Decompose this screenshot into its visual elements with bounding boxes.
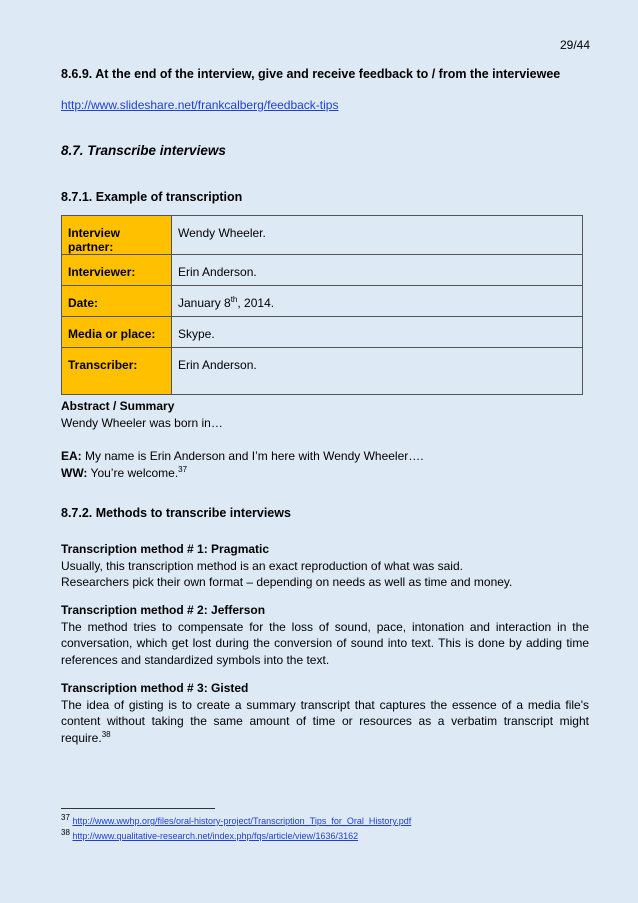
section-8-7-2-heading: 8.7.2. Methods to transcribe interviews (61, 506, 291, 520)
table-row (62, 317, 583, 348)
footnote-37: $^{37}$ http://www.wwhp.org/files/oral-history-project/Transcription_Tips_for_Oral_History.pdf (61, 813, 412, 826)
section-8-7-1-heading: 8.7.1. Example of transcription (61, 190, 243, 204)
method-text: The idea of gisting is to create a summary transcript that captures the essence of a media file's content without taking the same amount of time or resources as a verbatim transcript might require.$^{38}$ (61, 697, 589, 745)
dialog-ww: WW: You’re welcome.$^{37}$ (61, 464, 188, 480)
table-row (62, 286, 583, 317)
method-2 (61, 602, 589, 668)
method-title: Transcription method # 2: Jefferson (61, 603, 266, 617)
table-row (62, 348, 583, 395)
feedback-tips-link[interactable]: http://www.slideshare.net/frankcalberg/feedback-tips (61, 98, 339, 112)
method-text: The method tries to compensate for the loss of sound, pace, intonation and interaction in the conversation, which get lost during the conversion of sound into text. This is done by adding time references and standardized symbols into the text. (61, 619, 589, 667)
table-label: Interviewer: (62, 255, 172, 286)
table-value: Wendy Wheeler. (172, 216, 583, 255)
section-8-7-heading: 8.7. Transcribe interviews (61, 143, 226, 158)
transcription-info-table (61, 215, 583, 395)
footnote-divider (61, 808, 215, 809)
table-label: Interview partner: (62, 216, 172, 255)
table-value: Erin Anderson. (172, 255, 583, 286)
section-8-6-9-heading: 8.6.9. At the end of the interview, give and receive feedback to / from the interviewee (61, 67, 561, 81)
method-text: Researchers pick their own format – depending on needs as well as time and money. (61, 575, 513, 589)
dialog-block (61, 448, 424, 481)
table-row (62, 255, 583, 286)
page-number: 29/44 (559, 38, 590, 52)
abstract-block (61, 398, 223, 431)
table-label: Transcriber: (62, 348, 172, 395)
table-row (62, 216, 583, 255)
method-title: Transcription method # 1: Pragmatic (61, 542, 270, 556)
method-3 (61, 680, 589, 746)
method-title: Transcription method # 3: Gisted (61, 681, 249, 695)
footnote-38: $^{38}$ http://www.qualitative-research.net/index.php/fqs/article/view/1636/3162 (61, 828, 359, 841)
table-value: Skype. (172, 317, 583, 348)
table-label: Media or place: (62, 317, 172, 348)
footnote-link[interactable]: http://www.wwhp.org/files/oral-history-project/Transcription_Tips_for_Oral_History.pdf (72, 816, 412, 826)
table-value: Erin Anderson. (172, 348, 583, 395)
table-label: Date: (62, 286, 172, 317)
footnote-link[interactable]: http://www.qualitative-research.net/index.php/fqs/article/view/1636/3162 (72, 831, 359, 841)
abstract-text: Wendy Wheeler was born in… (61, 415, 223, 430)
abstract-heading: Abstract / Summary (61, 399, 175, 413)
method-1 (61, 541, 512, 591)
method-text: Usually, this transcription method is an exact reproduction of what was said. (61, 558, 463, 573)
table-value-date: January 8th, 2014. (172, 286, 583, 317)
dialog-ea: EA: My name is Erin Anderson and I’m here with Wendy Wheeler…. (61, 449, 424, 463)
